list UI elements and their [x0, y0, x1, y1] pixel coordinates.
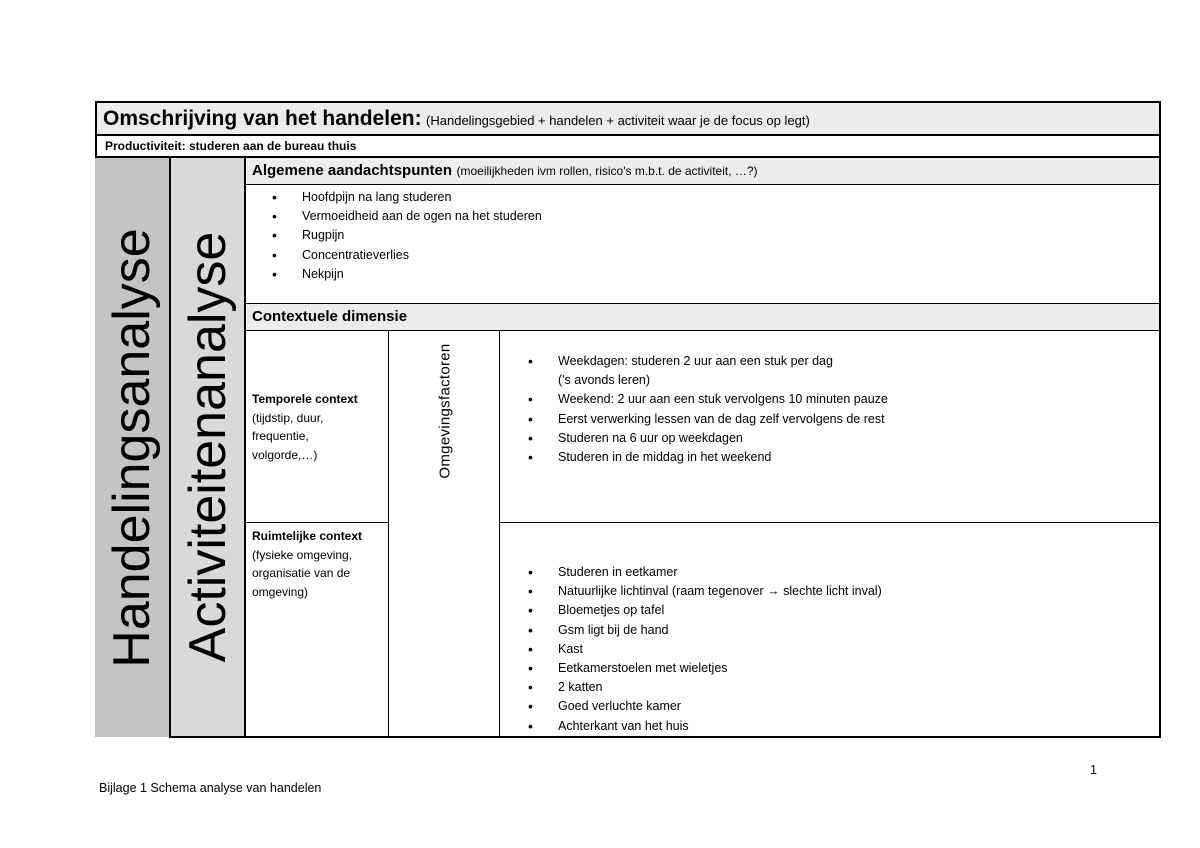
- temporal-context-label: [246, 390, 388, 464]
- temporal-list: [526, 352, 888, 467]
- spatial-list: [526, 563, 882, 736]
- list-item: • Studeren na 6 uur op weekdagen: [526, 429, 888, 448]
- general-points-title: Algemene aandachtspunten: [252, 162, 453, 179]
- list-item: • Kast: [526, 640, 882, 659]
- list-item: • Eerst verwerking lessen van de dag zelf vervolgens de rest: [526, 410, 888, 429]
- list-item: • Nekpijn: [270, 265, 1159, 284]
- list-item: • Studeren in de middag in het weekend: [526, 448, 888, 467]
- spatial-context-title: Ruimtelijke context: [252, 529, 363, 543]
- general-points-body: [246, 185, 1161, 303]
- footer-text: Bijlage 1 Schema analyse van handelen: [99, 781, 322, 795]
- environment-factors-column: [389, 331, 500, 736]
- description-subtitle: (Handelingsgebied + handelen + activiteit waar je de focus op legt): [426, 113, 810, 128]
- general-points-list: [270, 188, 1159, 284]
- description-title: Omschrijving van het handelen:: [103, 107, 422, 130]
- temporal-context-desc: volgorde,…): [252, 447, 318, 462]
- list-item: • Studeren in eetkamer: [526, 563, 882, 582]
- environment-factors-label: Omgevingsfactoren: [436, 343, 453, 479]
- temporal-context-items: [526, 352, 888, 467]
- description-header: [95, 101, 1161, 136]
- temporal-context-desc: (tijdstip, duur,: [252, 410, 324, 425]
- list-item-continuation: ('s avonds leren): [558, 373, 651, 388]
- grid-divider: [246, 522, 389, 523]
- list-item: • Goed verluchte kamer: [526, 697, 882, 716]
- spatial-context-label: [246, 527, 388, 601]
- list-item: • 2 katten: [526, 678, 882, 697]
- handelingsanalyse-column: [95, 158, 169, 737]
- general-points-note: (moeilijkheden ivm rollen, risico's m.b.t. de activiteit, …?): [456, 164, 758, 178]
- productivity-row: Productiviteit: studeren aan de bureau thuis: [95, 136, 1161, 158]
- list-item: • Weekend: 2 uur aan een stuk vervolgens 10 minuten pauze: [526, 390, 888, 409]
- activiteitenanalyse-label: Activiteitenanalyse: [178, 231, 237, 663]
- list-item: • Eetkamerstoelen met wieletjes: [526, 659, 882, 678]
- list-item: • Weekdagen: studeren 2 uur aan een stuk per dag: [526, 352, 888, 371]
- list-item: • Concentratieverlies: [270, 246, 1159, 265]
- list-item: • Rugpijn: [270, 226, 1159, 245]
- list-item: • Natuurlijke lichtinval (raam tegenover → slechte licht inval): [526, 582, 882, 601]
- spatial-context-desc: omgeving): [252, 584, 309, 599]
- general-points-header: [246, 158, 1161, 185]
- context-title: Contextuele dimensie: [252, 308, 408, 325]
- list-item: • Vermoeidheid aan de ogen na het studeren: [270, 207, 1159, 226]
- list-item: • Bloemetjes op tafel: [526, 601, 882, 620]
- list-item: • Hoofdpijn na lang studeren: [270, 188, 1159, 207]
- context-grid: [246, 331, 1161, 738]
- list-item: • Gsm ligt bij de hand: [526, 621, 882, 640]
- spatial-context-desc: (fysieke omgeving,: [252, 547, 353, 562]
- activiteitenanalyse-column: [169, 158, 246, 738]
- grid-divider: [499, 522, 1159, 523]
- temporal-context-desc: frequentie,: [252, 429, 309, 443]
- page-number: 1: [1090, 763, 1097, 777]
- temporal-context-title: Temporele context: [252, 392, 358, 406]
- spatial-context-items: [526, 563, 882, 736]
- list-item: • Achterkant van het huis: [526, 717, 882, 736]
- handelingsanalyse-label: Handelingsanalyse: [103, 227, 161, 668]
- spatial-context-desc: organisatie van de: [252, 566, 351, 580]
- context-header: [246, 303, 1161, 331]
